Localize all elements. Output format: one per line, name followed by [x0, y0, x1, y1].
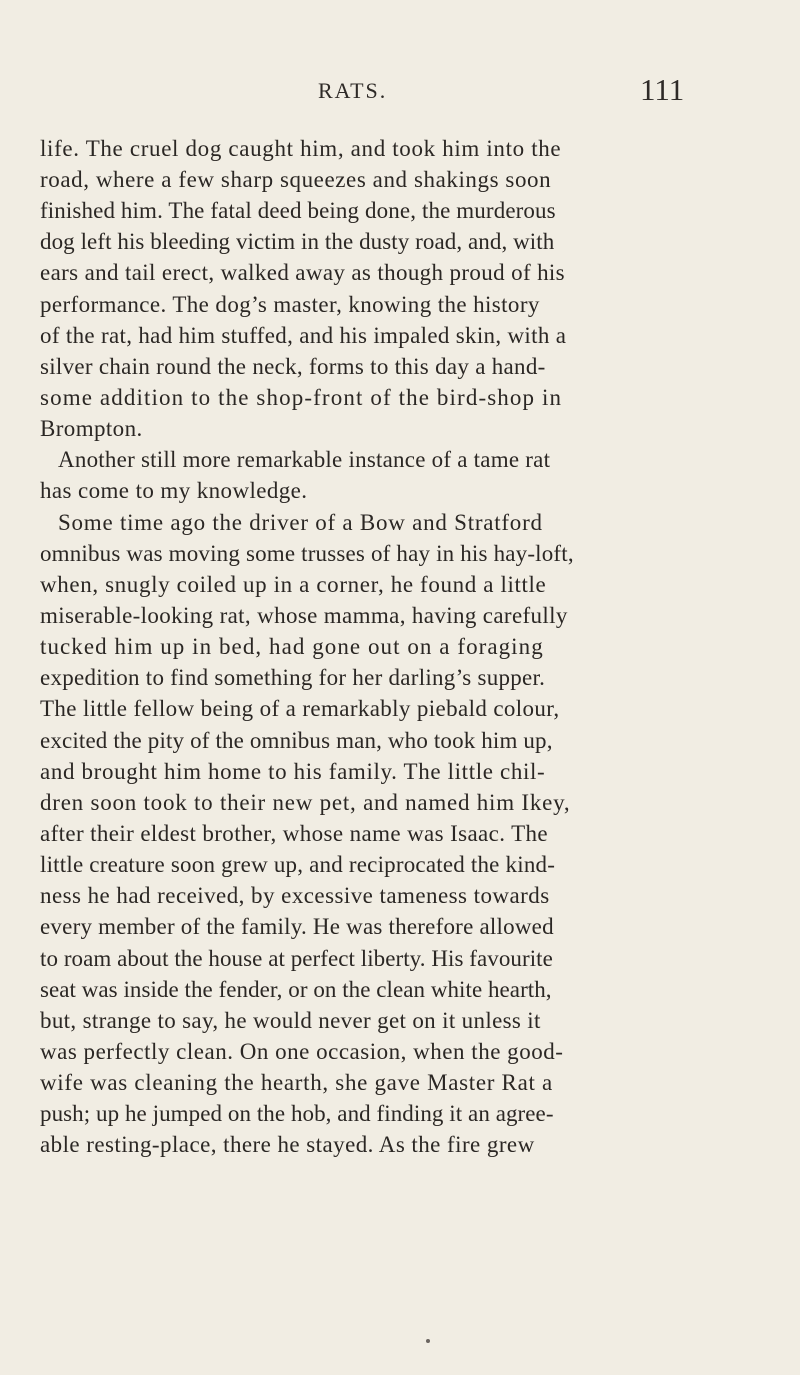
text-line: The little fellow being of a remarkably piebald colour, — [40, 696, 560, 721]
text-line: miserable-looking rat, whose mamma, having carefully — [40, 603, 568, 628]
text-line: able resting-place, there he stayed. As the fire grew — [40, 1132, 535, 1157]
text-line: every member of the family. He was therefore allowed — [40, 914, 554, 939]
text-line: Some time ago the driver of a Bow and Stratford — [58, 510, 543, 535]
text-line: wife was cleaning the hearth, she gave Master Rat a — [40, 1070, 553, 1095]
text-line: dren soon took to their new pet, and named him Ikey, — [40, 790, 571, 815]
text-line: dog left his bleeding victim in the dusty road, and, with — [40, 229, 555, 254]
text-line: ness he had received, by excessive tameness towards — [40, 883, 550, 908]
text-line: omnibus was moving some trusses of hay in his hay-loft, — [40, 541, 574, 566]
text-line: road, where a few sharp squeezes and shakings soon — [40, 167, 552, 192]
text-line: of the rat, had him stuffed, and his impaled skin, with a — [40, 323, 567, 348]
text-line: to roam about the house at perfect liberty. His favourite — [40, 946, 553, 971]
text-line: finished him. The fatal deed being done, the murderous — [40, 198, 556, 223]
printer-dot-mark — [426, 1339, 430, 1343]
running-title: RATS. — [318, 78, 388, 103]
text-line: has come to my knowledge. — [40, 478, 308, 503]
text-line: excited the pity of the omnibus man, who took him up, — [40, 728, 553, 753]
text-line: when, snugly coiled up in a corner, he found a little — [40, 572, 547, 597]
text-line: silver chain round the neck, forms to this day a hand- — [40, 354, 546, 379]
text-line: Another still more remarkable instance of a tame rat — [58, 447, 551, 472]
text-line: after their eldest brother, whose name was Isaac. The — [40, 821, 548, 846]
text-line: ears and tail erect, walked away as though proud of his — [40, 260, 565, 285]
text-line: was perfectly clean. On one occasion, when the good- — [40, 1039, 564, 1064]
page-number: 111 — [640, 72, 685, 107]
text-line: tucked him up in bed, had gone out on a foraging — [40, 634, 544, 659]
text-line: some addition to the shop-front of the bird-shop in — [40, 385, 563, 410]
text-line: but, strange to say, he would never get on it unless it — [40, 1008, 541, 1033]
text-line: little creature soon grew up, and reciprocated the kind- — [40, 852, 556, 877]
text-line: and brought him home to his family. The little chil- — [40, 759, 546, 784]
text-line: life. The cruel dog caught him, and took him into the — [40, 136, 562, 161]
text-line: Brompton. — [40, 416, 143, 441]
text-line: expedition to find something for her darling’s supper. — [40, 665, 546, 690]
text-line: push; up he jumped on the hob, and finding it an agree- — [40, 1101, 554, 1126]
text-line: seat was inside the fender, or on the clean white hearth, — [40, 977, 552, 1002]
text-line: performance. The dog’s master, knowing the history — [40, 292, 540, 317]
